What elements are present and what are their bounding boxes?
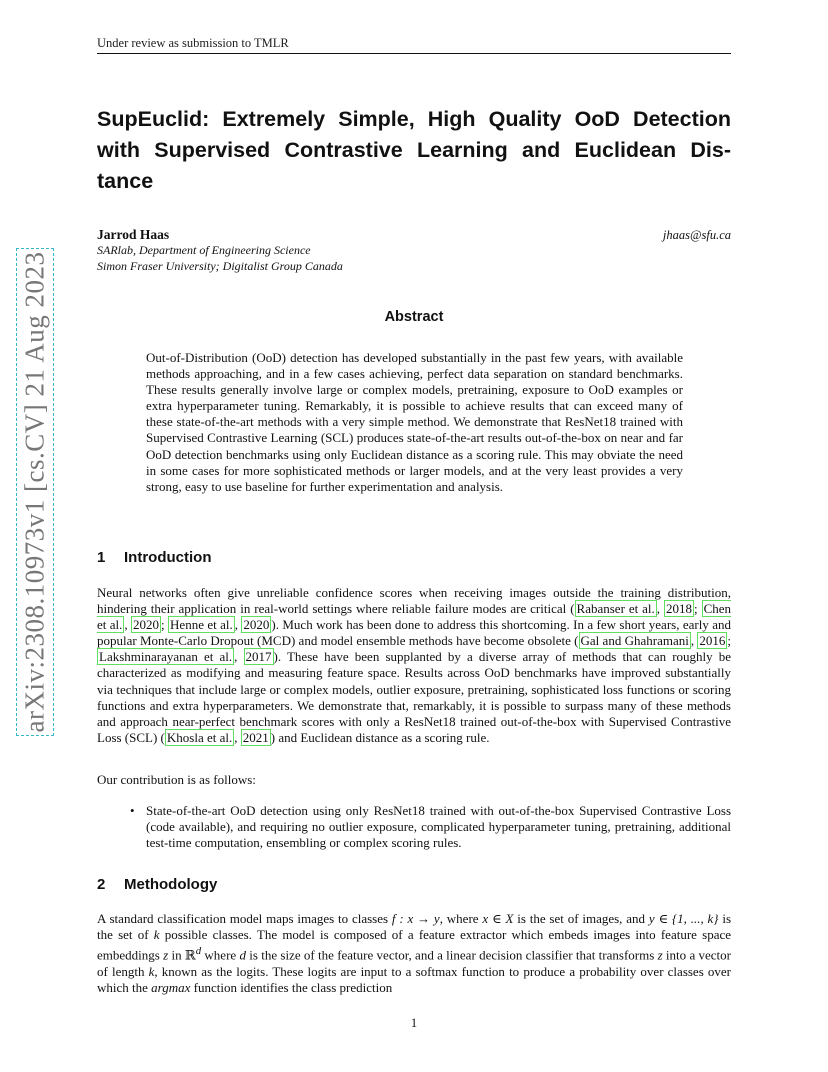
method-text: in — [168, 947, 185, 963]
citation-henne[interactable]: Henne et al. — [170, 617, 233, 633]
citation-chen-year[interactable]: 2020 — [133, 617, 160, 633]
author-affiliation-2: Simon Fraser University; Digitalist Group Canada — [97, 259, 343, 273]
contribution-list — [130, 803, 731, 851]
title-line-3: tance — [97, 169, 154, 193]
method-text: is the size of the feature vector, and a linear decision classifier that transforms — [245, 947, 658, 963]
method-text: A standard classification model maps images to classes — [97, 911, 392, 926]
method-text: is the set of — [97, 911, 732, 943]
citation-gal[interactable]: Gal and Ghahramani — [580, 633, 689, 649]
section-title: Methodology — [124, 876, 218, 893]
math-y-set: y ∈ {1, ..., k} — [648, 911, 719, 926]
citation-lakshminarayanan-year[interactable]: 2017 — [245, 649, 272, 665]
math-z: z — [163, 947, 169, 963]
running-head: Under review as submission to TMLR — [97, 36, 289, 50]
method-text: is the set of images, and — [513, 911, 649, 926]
section-number: 2 — [97, 876, 106, 893]
section-title: Introduction — [124, 549, 212, 566]
citation-khosla[interactable]: Khosla et al. — [166, 729, 233, 745]
paper-title — [97, 104, 731, 197]
author-affiliation-1: SARlab, Department of Engineering Science — [97, 243, 311, 257]
introduction-paragraph-1: Neural networks often give unreliable confidence scores when receiving images outside the training distribution, hindering their application in real-world settings where reliable failure modes are critical ( Rabanser et al. , 2018 ; Chen et al. , 2020 ; Henne et al. , 2020 ). Much work has been done to address this shortcoming. In a few short years, early and popular Monte-Carlo Dropout (MCD) and model ensemble methods have become obsolete ( Gal and Ghahramani , 2016 ; Lakshminarayanan et al. , 2017 ). These have been supplanted by a diverse array of methods that can roughly be characterized as modifying and measuring feature space. Results across OoD benchmarks have improved substantially via techniques that include large or complex models, outlier exposure, pretraining, sophisticated loss functions or scoring functions and extra hyperparameters. We demonstrate that, remarkably, it is possible to surpass many of these methods and approach near-perfect benchmark scores with only a ResNet18 trained out-of-the-box with Supervised Contrastive Loss (SCL) ( Khosla et al. , 2021 ) and Euclidean distance as a scoring rule. — [97, 585, 732, 745]
math-d-superscript: d — [195, 945, 202, 958]
title-line-2: with Supervised Contrastive Learning and Euclidean Dis- — [97, 138, 731, 162]
method-text: possible classes. The model is composed of a feature extractor which embeds images into feature space embeddings — [97, 927, 731, 963]
bullet-icon: • — [130, 803, 135, 818]
math-reals: ℝ — [184, 947, 196, 963]
intro-text-a: Neural networks often give unreliable confidence scores when receiving images outside the training distribution, hindering their application in real-world settings where reliable failure modes are critical ( — [97, 585, 731, 617]
method-text: function identifies the class prediction — [190, 979, 393, 995]
section-number: 1 — [97, 549, 106, 566]
author-email[interactable]: jhaas@sfu.ca — [662, 228, 731, 242]
section-heading-introduction — [97, 549, 211, 566]
arxiv-identifier-text: arXiv:2308.10973v1 [cs.CV] 21 Aug 2023 — [19, 251, 50, 733]
header-rule — [97, 53, 731, 54]
citation-lakshminarayanan[interactable]: Lakshminarayanan et al. — [99, 649, 233, 665]
methodology-paragraph-1 — [97, 911, 731, 996]
abstract-heading: Abstract — [384, 309, 444, 325]
method-text: where — [201, 947, 240, 963]
intro-text-d: ) and Euclidean distance as a scoring rule. — [270, 729, 490, 745]
math-mapping: f : x → y — [391, 911, 440, 926]
citation-henne-year[interactable]: 2020 — [243, 617, 270, 633]
math-d: d — [239, 947, 246, 963]
method-text: , where — [439, 911, 483, 926]
introduction-paragraph-2: Our contribution is as follows: — [97, 772, 256, 787]
intro-text-c: ). These have been supplanted by a diverse array of methods that can roughly be characterized as modifying and measuring feature space. Results across OoD benchmarks have improved substantially via techniques that include large or complex models, outlier exposure, pretraining, sophisticated loss functions or scoring functions and extra hyperparameters. We demonstrate that, remarkably, it is possible to surpass many of these methods and approach near-perfect benchmark scores with only a ResNet18 trained out-of-the-box with Supervised Contrastive Loss (SCL) ( — [97, 649, 732, 745]
contribution-text: State-of-the-art OoD detection using only ResNet18 trained with out-of-the-box Supervised Contrastive Loss (code available), and requiring no outlier exposure, complicated hyperparameter tuning, pretraining, additional test-time computation, ensembling or complex scoring rules. — [146, 803, 731, 851]
math-k: k — [153, 927, 160, 943]
list-item — [130, 803, 731, 851]
method-text: into a vector of length — [97, 947, 731, 979]
author-name: Jarrod Haas — [97, 227, 170, 242]
citation-rabanser[interactable]: Rabanser et al. — [576, 601, 655, 617]
math-k: k — [148, 963, 155, 979]
citation-chen[interactable]: Chen et al. — [97, 601, 732, 633]
section-heading-methodology — [97, 876, 217, 893]
citation-rabanser-year[interactable]: 2018 — [666, 601, 692, 617]
math-x-in-X: x ∈ X — [482, 911, 514, 926]
abstract-text: Out-of-Distribution (OoD) detection has developed substantially in the past few years, with available methods approaching, and in a few cases achieving, perfect data separation on standard benchmarks. These results generally involve large or complex models, pretraining, exposure to OoD examples or extra hyperparameter tuning. Remarkably, it is possible to achieve results that can exceed many of these state-of-the-art methods with a very simple method. We demonstrate that ResNet18 trained with Supervised Contrastive Learning (SCL) produces state-of-the-art results out-of-the-box on near and far OoD detection benchmarks using only Euclidean distance as a scoring rule. This may obviate the need in some cases for more sophisticated methods or larger models, and at the very least provides a very strong, easy to use baseline for further experimentation and analysis. — [146, 350, 683, 494]
page-number: 1 — [410, 1016, 418, 1030]
citation-khosla-year[interactable]: 2021 — [242, 729, 269, 745]
math-z: z — [657, 947, 663, 963]
citation-gal-year[interactable]: 2016 — [699, 633, 726, 649]
title-line-1: SupEuclid: Extremely Simple, High Quality OoD Detection — [97, 107, 731, 131]
method-text: , known as the logits. These logits are input to a softmax function to produce a probability over classes over which the — [97, 963, 732, 995]
arxiv-identifier-stamp[interactable] — [16, 248, 54, 736]
intro-text-b: ). Much work has been done to address this shortcoming. In a few short years, early and popular Monte-Carlo Dropout (MCD) and model ensemble methods have become obsolete ( — [97, 617, 731, 649]
argmax-term: argmax — [151, 979, 191, 995]
